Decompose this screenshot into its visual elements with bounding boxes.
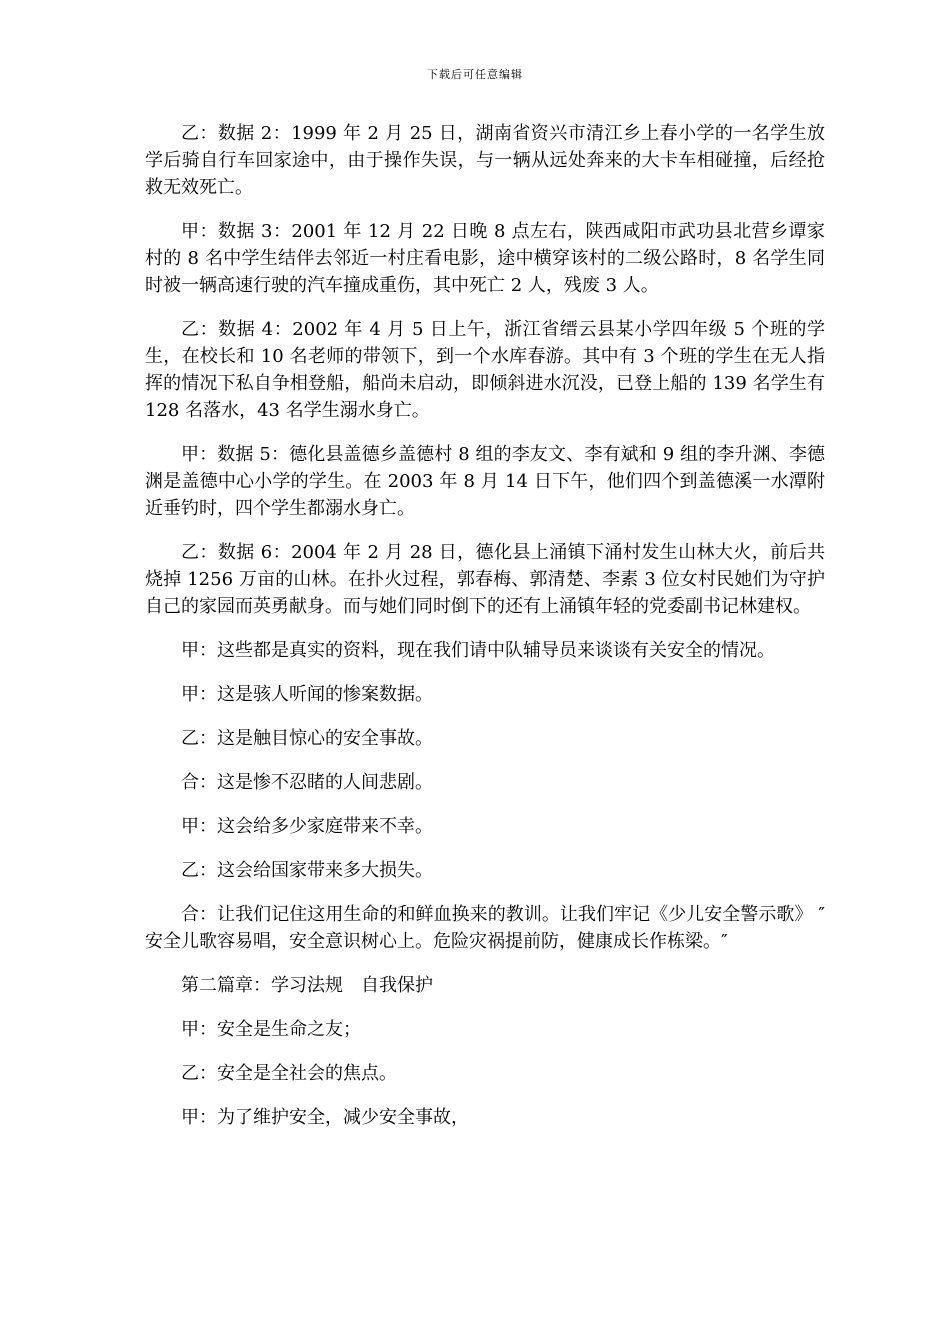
paragraph-line: 合：这是惨不忍睹的人间悲剧。 [181,772,433,793]
paragraph-data-4: 乙：数据 4：2002 年 4 月 5 日上午，浙江省缙云县某小学四年级 5 个班的学生，在校长和 10 名老师的带领下，到一个水库春游。其中有 3 个班的学生在无人指挥的情况下私自争相登船，船尚未启动，即倾斜进水沉没，已登上船的 139 名学生有 128 名落水，43 名学生溺水身亡。 [145,319,825,421]
paragraph-data-3: 甲：数据 3：2001 年 12 月 22 日晚 8 点左右，陕西咸阳市武功县北营乡谭家村的 8 名中学生结伴去邻近一村庄看电影，途中横穿该村的二级公路时，8 名学生同时被一辆高速行驶的汽车撞成重伤，其中死亡 2 人，残废 3 人。 [145,221,825,296]
paragraph-safety-song: 合：让我们记住这用生命的和鲜血换来的教训。让我们牢记《少儿安全警示歌》 ″安全儿歌容易唱，安全意识树心上。危险灾祸提前防，健康成长作栋梁。″ [145,904,825,952]
paragraph-line: 乙：这会给国家带来多大损失。 [181,860,433,881]
paragraph-counselor: 甲：这些都是真实的资料，现在我们请中队辅导员来谈谈有关安全的情况。 [181,640,775,661]
chapter-heading: 第二篇章：学习法规 自我保护 [181,975,433,996]
paragraph-data-6: 乙：数据 6：2004 年 2 月 28 日，德化县上涌镇下涌村发生山林大火，前后共烧掉 1256 万亩的山林。在扑火过程，郭春梅、郭清楚、李素 3 位女村民她们为守护自己的家园而英勇献身。而与她们同时倒下的还有上涌镇年轻的党委副书记林建权。 [145,542,825,617]
paragraph-data-2: 乙：数据 2：1999 年 2 月 25 日，湖南省资兴市清江乡上春小学的一名学生放学后骑自行车回家途中，由于操作失误，与一辆从远处奔来的大卡车相碰撞，后经抢救无效死亡。 [145,123,825,198]
paragraph-line: 甲：这会给多少家庭带来不幸。 [181,816,433,837]
paragraph-line: 乙：这是触目惊心的安全事故。 [181,728,433,749]
paragraph-line: 乙：安全是全社会的焦点。 [181,1063,397,1084]
paragraph-line: 甲：安全是生命之友； [181,1019,361,1040]
paragraph-line: 甲：为了维护安全，减少安全事故， [181,1107,469,1128]
paragraph-data-5: 甲：数据 5：德化县盖德乡盖德村 8 组的李友文、李有斌和 9 组的李升渊、李德渊是盖德中心小学的学生。在 2003 年 8 月 14 日下午，他们四个到盖德溪一水潭附近垂钓时，四个学生都溺水身亡。 [145,444,825,519]
document-body [145,120,825,1148]
page-header: 下载后可任意编辑 [427,68,523,81]
paragraph-line: 甲：这是骇人听闻的惨案数据。 [181,684,433,705]
